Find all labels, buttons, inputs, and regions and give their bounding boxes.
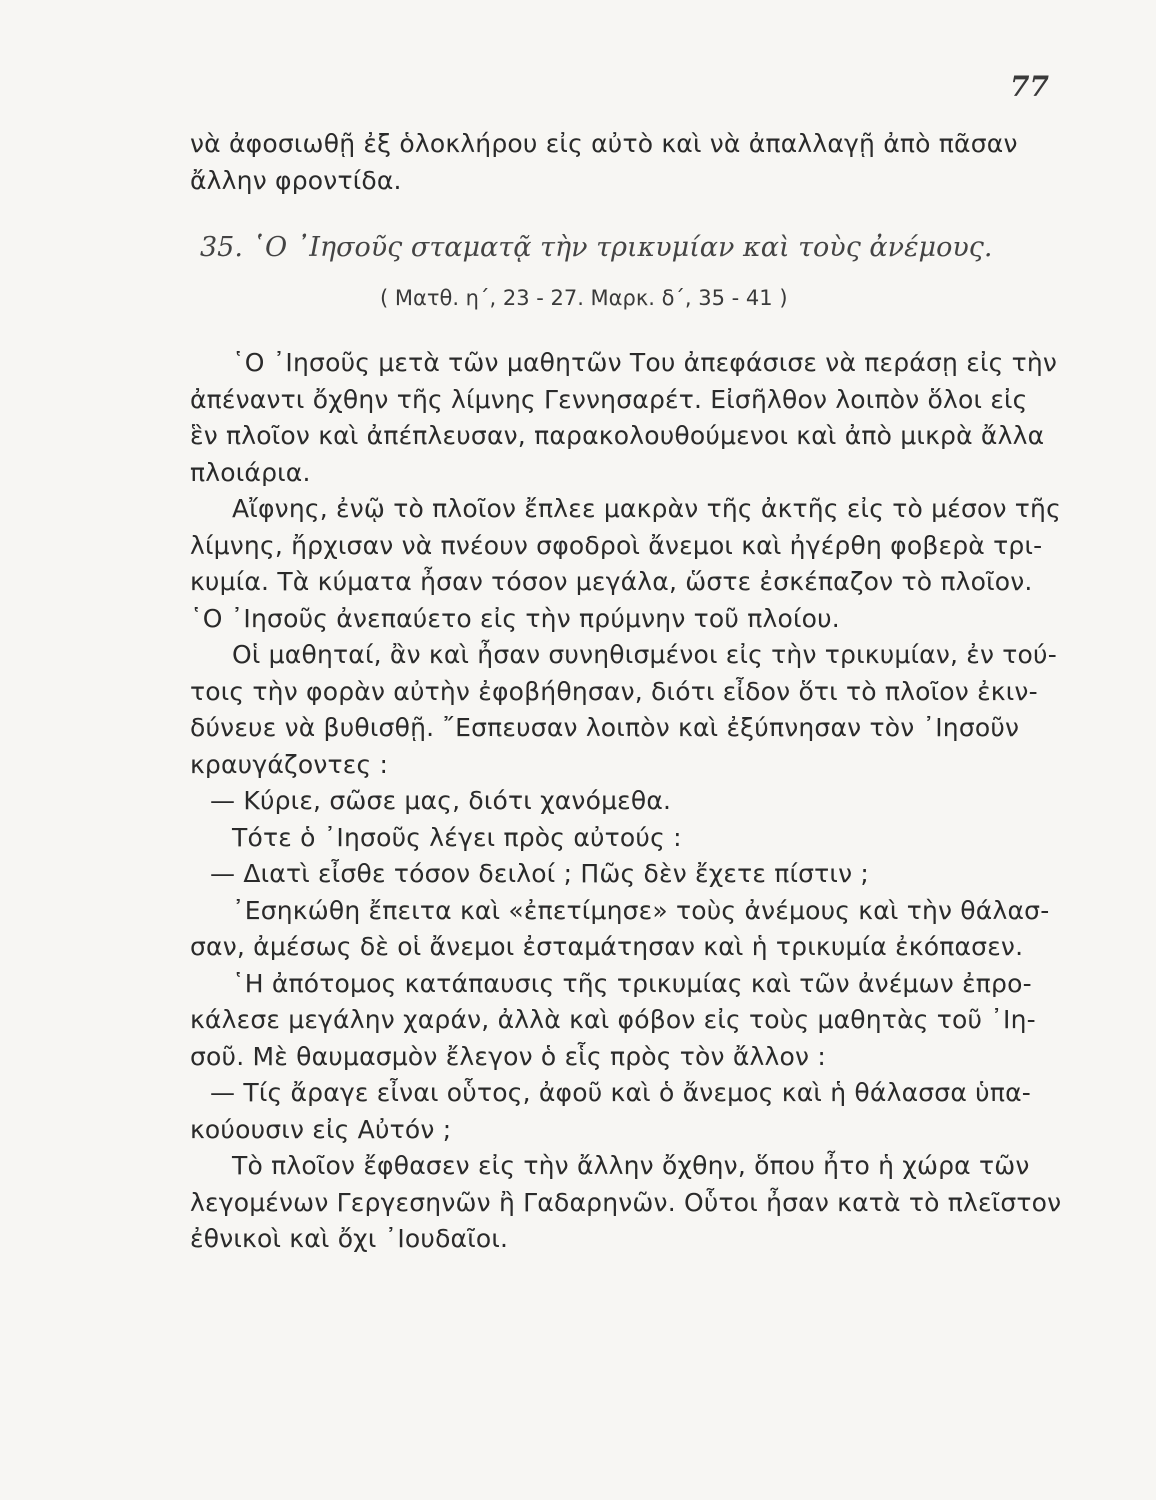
text-line: ἄλλην φροντίδα. [190,165,402,195]
text-line: Οἱ μαθηταί, ἂν καὶ ἦσαν συνηθισμένοι εἰς τὴν τρικυμίαν, ἐν τού- [232,640,1057,669]
text-line: νὰ ἀφοσιωθῇ ἐξ ὁλοκλήρου εἰς αὐτὸ καὶ νὰ ἀπαλλαγῇ ἀπὸ πᾶσαν [190,129,1018,158]
text-line: Τότε ὁ ᾿Ιησοῦς λέγει πρὸς αὐτούς : [232,822,682,852]
text-line: τοις τὴν φορὰν αὐτὴν ἐφοβήθησαν, διότι εἶδον ὅτι τὸ πλοῖον ἐκιν- [190,676,1038,706]
text-line: κυμία. Τὰ κύματα ἦσαν τόσον μεγάλα, ὥστε ἐσκέπαζον τὸ πλοῖον. [190,567,1033,596]
intro-paragraph [190,126,1050,199]
dialogue-line: — Διατὶ εἶσθε τόσον δειλοί ; Πῶς δὲν ἔχετε πίστιν ; [210,859,870,888]
text-line: ῾Ο ᾿Ιησοῦς μετὰ τῶν μαθητῶν Του ἀπεφάσισε νὰ περάσῃ εἰς τὴν [232,348,1058,377]
text-line: ἓν πλοῖον καὶ ἀπέπλευσαν, παρακολουθούμενοι καὶ ἀπὸ μικρὰ ἄλλα [190,421,1045,450]
page-number: 77 [1010,70,1049,103]
text-line: σοῦ. Μὲ θαυμασμὸν ἔλεγον ὁ εἷς πρὸς τὸν ἄλλον : [190,1041,826,1071]
text-line: λίμνης, ἤρχισαν νὰ πνέουν σφοδροὶ ἄνεμοι καὶ ἠγέρθη φοβερὰ τρι- [190,530,1043,560]
text-line: ᾿Εσηκώθη ἔπειτα καὶ «ἐπετίμησε» τοὺς ἀνέμους καὶ τὴν θάλασ- [232,895,1050,925]
dialogue-line: — Τίς ἄραγε εἶναι οὗτος, ἀφοῦ καὶ ὁ ἄνεμος καὶ ἡ θάλασσα ὑπα- [210,1078,1031,1107]
text-line: κραυγάζοντες : [190,749,389,779]
text-line: ἐθνικοὶ καὶ ὄχι ᾿Ιουδαῖοι. [190,1224,509,1253]
section-heading: 35. ῾Ο ᾿Ιησοῦς σταματᾷ τὴν τρικυμίαν καὶ τοὺς ἀνέμους. [200,232,993,263]
scripture-reference: ( Ματθ. η΄, 23 - 27. Μαρκ. δ΄, 35 - 41 ) [380,286,788,310]
text-line: δύνευε νὰ βυθισθῇ. ῎Εσπευσαν λοιπὸν καὶ ἐξύπνησαν τὸν ᾿Ιησοῦν [190,713,1020,742]
text-line: ῾Η ἀπότομος κατάπαυσις τῆς τρικυμίας καὶ τῶν ἀνέμων ἐπρο- [232,968,1032,998]
text-line: κάλεσε μεγάλην χαράν, ἀλλὰ καὶ φόβον εἰς τοὺς μαθητὰς τοῦ ᾿Ιη- [190,1005,1036,1034]
dialogue-line: — Κύριε, σῶσε μας, διότι χανόμεθα. [210,786,672,815]
text-line: λεγομένων Γεργεσηνῶν ἢ Γαδαρηνῶν. Οὗτοι ἦσαν κατὰ τὸ πλεῖστον [190,1187,1062,1217]
text-line: Αἴφνης, ἐνῷ τὸ πλοῖον ἔπλεε μακρὰν τῆς ἀκτῆς εἰς τὸ μέσον τῆς [232,494,1061,523]
text-line: ῾Ο ᾿Ιησοῦς ἀνεπαύετο εἰς τὴν πρύμνην τοῦ πλοίου. [190,603,840,633]
text-line: ἀπέναντι ὄχθην τῆς λίμνης Γεννησαρέτ. Εἰσῆλθον λοιπὸν ὅλοι εἰς [190,384,1028,414]
text-line: Τὸ πλοῖον ἔφθασεν εἰς τὴν ἄλλην ὄχθην, ὅπου ἦτο ἡ χώρα τῶν [232,1151,1030,1180]
body-text [190,345,1062,1258]
text-line: κούουσιν εἰς Αὐτόν ; [190,1114,452,1144]
text-line: σαν, ἀμέσως δὲ οἱ ἄνεμοι ἐσταμάτησαν καὶ ἡ τρικυμία ἐκόπασεν. [190,932,1024,961]
text-line: πλοιάρια. [190,457,311,487]
